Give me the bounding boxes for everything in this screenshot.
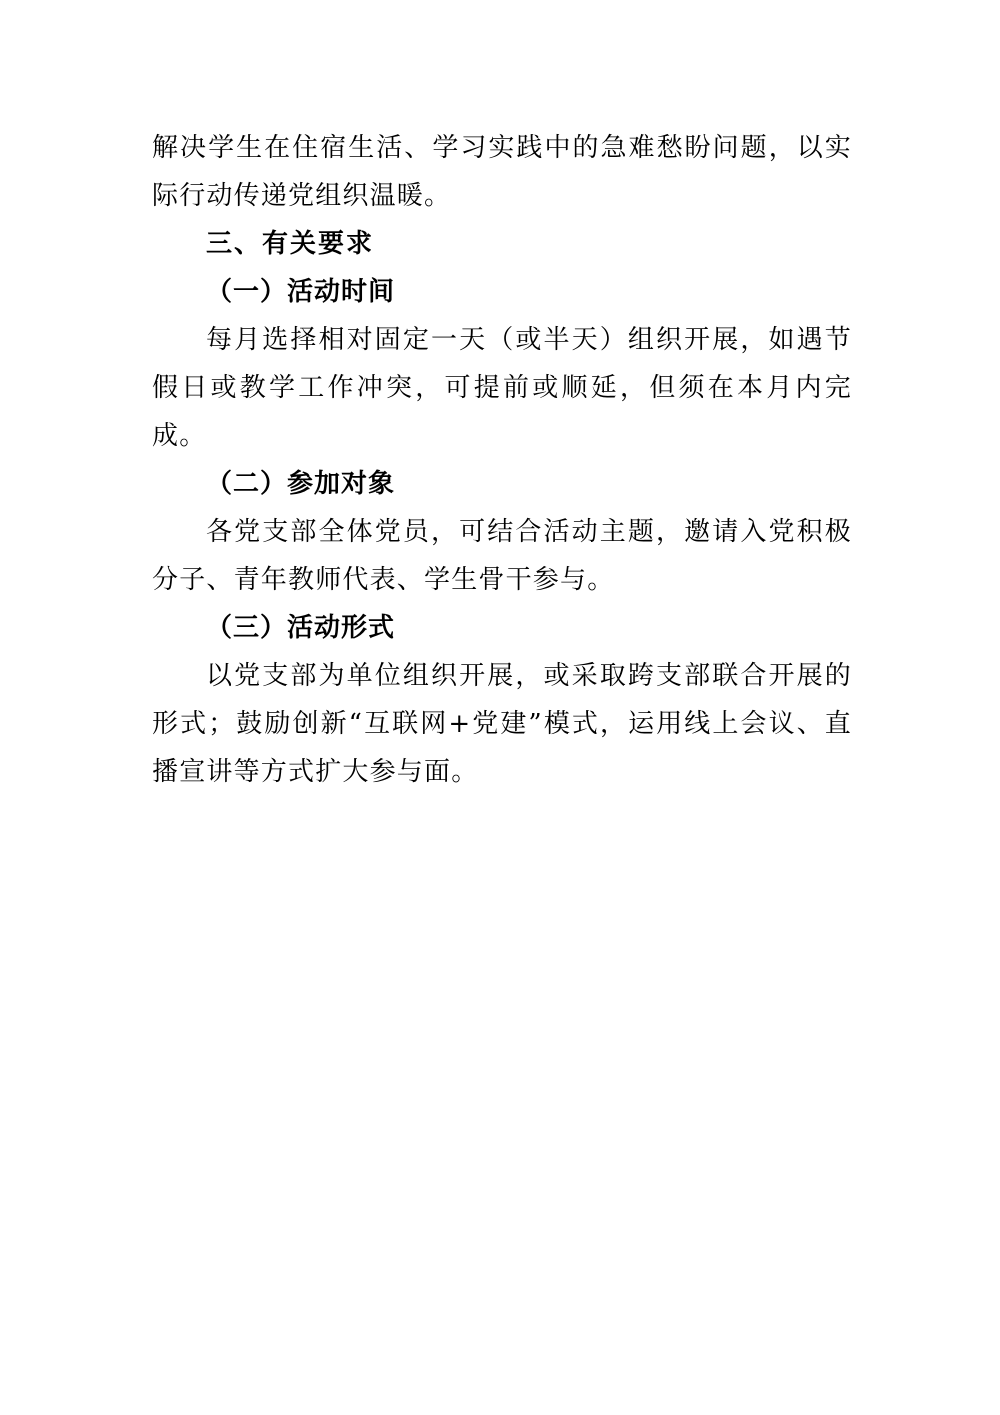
subsection-body-time: 每月选择相对固定一天（或半天）组织开展，如遇节假日或教学工作冲突，可提前或顺延，但须在本月内完成。 <box>152 325 852 451</box>
section-heading: 三、有关要求 <box>206 229 375 259</box>
subsection-title-time: （一）活动时间 <box>206 277 396 307</box>
subsection-title-participants: （二）参加对象 <box>206 469 396 499</box>
subsection-title-format: （三）活动形式 <box>206 613 396 643</box>
subsection-body-format: 以党支部为单位组织开展，或采取跨支部联合开展的形式；鼓励创新“互联网+党建”模式，运用线上会议、直播宣讲等方式扩大参与面。 <box>152 661 852 787</box>
subsection-body-participants: 各党支部全体党员，可结合活动主题，邀请入党积极分子、青年教师代表、学生骨干参与。 <box>152 517 852 595</box>
document-content <box>152 124 852 796</box>
continued-paragraph: 解决学生在住宿生活、学习实践中的急难愁盼问题，以实际行动传递党组织温暖。 <box>152 133 852 211</box>
